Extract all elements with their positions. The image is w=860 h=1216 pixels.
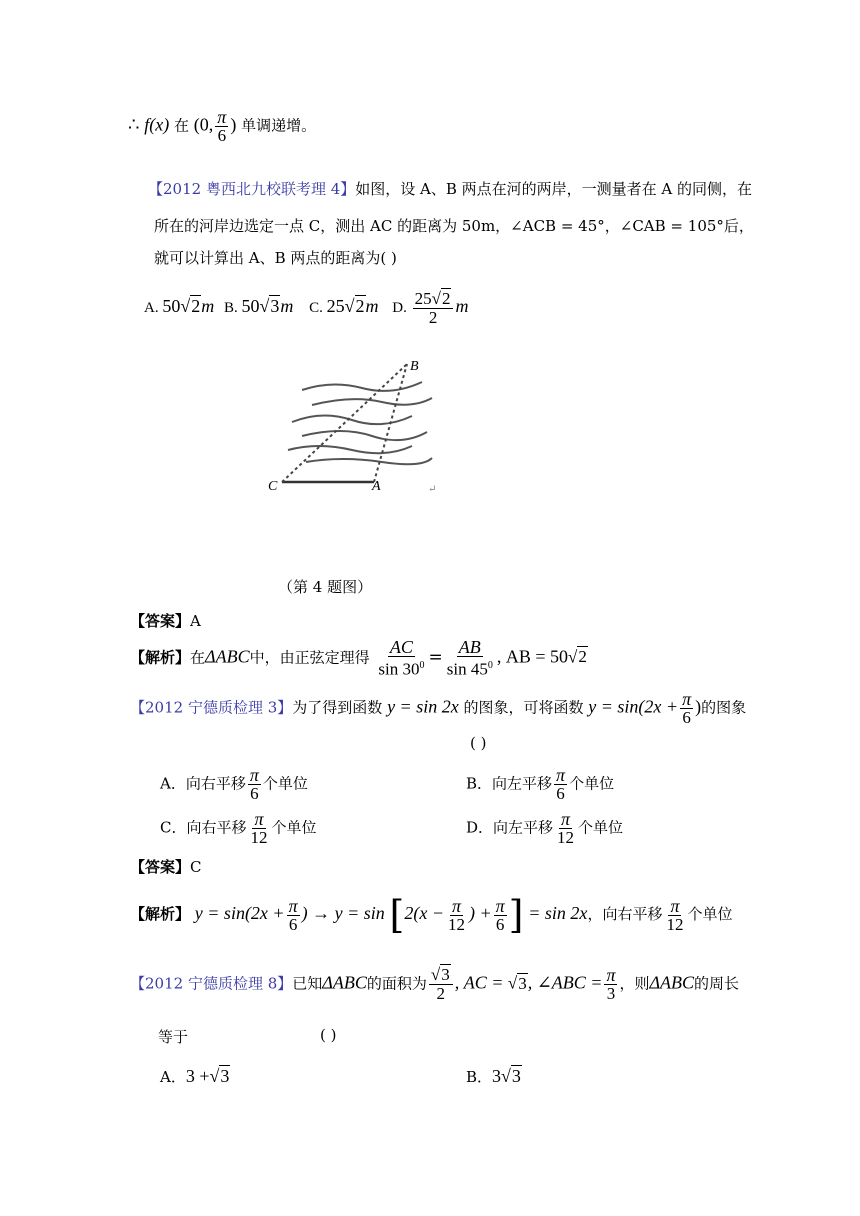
q2-paren: ( ) <box>470 734 487 752</box>
q1-analysis: 【解析】在ΔABC中，由正弦定理得 $\frac{AC}{\sin 30^0}$ = $\frac{AB}{\sin 45^0}$ , AB = 50√2 <box>130 637 587 679</box>
return-mark-icon: ↵ <box>428 484 437 495</box>
q1-text-line1: 如图，设 A、B 两点在河的两岸，一测量者在 A 的同侧，在 <box>355 180 753 198</box>
q2-analysis: 【解析】 y = sin(2x + $\frac{\pi}{6}$ ) → y = sin [2(x − $\frac{\pi}{12}$ ) + $\frac{\pi}{6}$ ] = sin 2x，向右平移 $\frac{\pi}{12}$ 个单位 <box>130 893 733 937</box>
q2-source-tag: 【2012 宁德质检理 3】 <box>130 698 293 717</box>
q2-option-b: B．向左平移 $\frac{\pi}{6}$ 个单位 <box>466 765 615 803</box>
q3-line1: 【2012 宁德质检理 8】已知ΔABC的面积为 $\frac{√3}{2}$ , AC = √3, ∠ABC = $\frac{\pi}{3}$ ，则ΔABC的周长 <box>130 965 740 1003</box>
q3-option-b: B．3√3 <box>466 1066 521 1086</box>
q1-line3: 就可以计算出 A、B 两点的距离为( ) <box>154 249 397 267</box>
q1-option-c: C. 25√2m <box>309 295 379 316</box>
figure-caption: （第 4 题图） <box>278 578 373 596</box>
function-notation: f(x) <box>144 114 170 135</box>
label-b: B <box>410 359 419 374</box>
q3-paren: ( ) <box>320 1026 337 1044</box>
q1-answer: 【答案】A <box>130 612 201 630</box>
q1-line1 <box>148 178 752 199</box>
interval-open: (0, <box>193 114 214 135</box>
interval-close: ) <box>230 114 237 135</box>
q1-line2: 所在的河岸边选定一点 C，测出 AC 的距离为 50m，∠ACB = 45°，∠CAB = 105°后， <box>154 217 754 235</box>
q2-answer: 【答案】C <box>130 858 202 876</box>
monotonic-statement <box>128 108 316 145</box>
therefore-symbol: ∴ <box>128 114 140 136</box>
q2-option-c: C．向右平移 $\frac{\pi}{12}$ 个单位 <box>160 809 317 847</box>
q2-line1: 【2012 宁德质检理 3】为了得到函数 y = sin 2x 的图象，可将函数 y = sin(2x + $\frac{\pi}{6}$ )的图象 <box>130 689 747 727</box>
sine-law-fraction-2: $\frac{AB}{\sin 45^0}$ <box>446 637 493 679</box>
q2-option-a: A．向右平移 $\frac{\pi}{6}$ 个单位 <box>160 765 308 803</box>
q1-option-a: A. 50√2m <box>144 295 215 316</box>
label-c: C <box>268 479 278 494</box>
monotonic-text: 单调递增。 <box>241 116 317 135</box>
label-a: A <box>372 479 381 494</box>
river-figure <box>262 350 452 500</box>
text-zai: 在 <box>174 116 190 135</box>
q1-option-d: D. $\frac{25√2}{2}$ m <box>392 289 469 327</box>
q3-source-tag: 【2012 宁德质检理 8】 <box>130 974 293 993</box>
pi-over-6-fraction: $\frac{\pi}{6}$ <box>217 107 227 145</box>
q2-option-d: D．向左平移 $\frac{\pi}{12}$ 个单位 <box>466 809 624 847</box>
q3-option-a: A．3 +√3 <box>160 1066 230 1086</box>
q1-source-tag: 【2012 粤西北九校联考理 4】 <box>148 180 356 198</box>
sine-law-fraction-1: $\frac{AC}{\sin 30^0}$ <box>378 637 425 679</box>
q1-options <box>144 290 468 327</box>
q3-line2: 等于 <box>158 1028 189 1046</box>
q1-option-b: B. 50√3m <box>223 295 294 316</box>
